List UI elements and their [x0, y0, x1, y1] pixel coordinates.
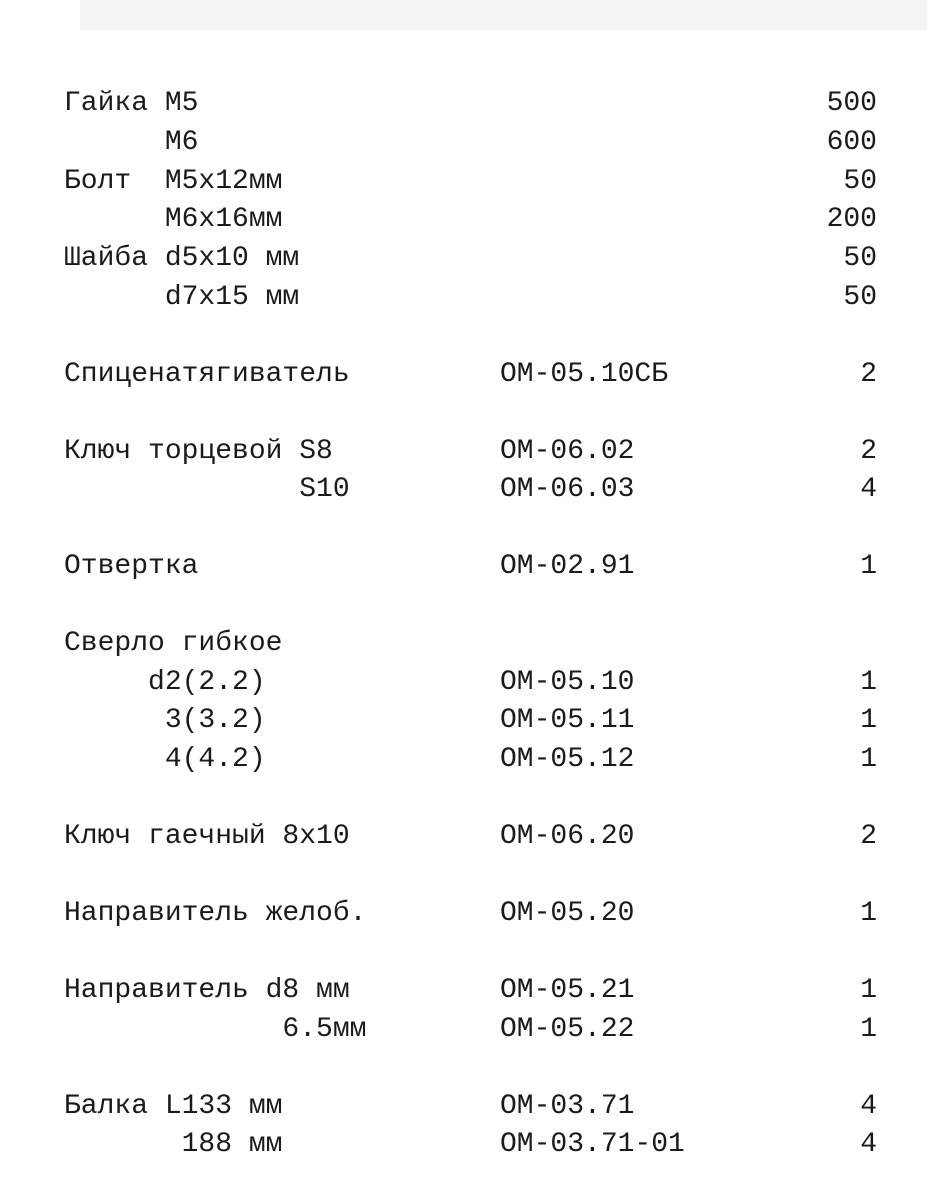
item-quantity: 50 — [843, 243, 877, 274]
item-name: 188 мм — [64, 1129, 283, 1160]
table-row — [0, 701, 927, 741]
item-name: Балка L133 мм — [64, 1091, 283, 1122]
table-row — [0, 817, 927, 857]
item-quantity: 1 — [860, 898, 877, 929]
item-name: 3(3.2) — [64, 705, 266, 736]
item-quantity: 2 — [860, 821, 877, 852]
table-row — [0, 971, 927, 1011]
item-quantity: 500 — [826, 88, 877, 119]
item-quantity: 600 — [826, 127, 877, 158]
item-name: Шайба d5x10 мм — [64, 243, 300, 274]
item-quantity: 1 — [860, 975, 877, 1006]
item-quantity: 50 — [843, 166, 877, 197]
item-name: 6.5мм — [64, 1014, 367, 1045]
item-quantity: 2 — [860, 359, 877, 390]
table-row — [0, 740, 927, 780]
item-name: Спиценатягиватель — [64, 359, 350, 390]
item-code: OM-05.20 — [500, 898, 635, 929]
item-code: OM-05.22 — [500, 1014, 635, 1045]
table-row — [0, 200, 927, 240]
item-code: OM-05.21 — [500, 975, 635, 1006]
table-row — [0, 84, 927, 124]
table-row — [0, 162, 927, 202]
item-quantity: 1 — [860, 705, 877, 736]
item-quantity: 1 — [860, 1014, 877, 1045]
item-code: OM-05.12 — [500, 744, 635, 775]
item-code: OM-03.71-01 — [500, 1129, 685, 1160]
item-name: Болт M5x12мм — [64, 166, 283, 197]
item-quantity: 4 — [860, 1091, 877, 1122]
item-quantity: 4 — [860, 474, 877, 505]
item-name: M6x16мм — [64, 204, 283, 235]
table-row — [0, 547, 927, 587]
table-row — [0, 1087, 927, 1127]
item-quantity: 1 — [860, 667, 877, 698]
table-row — [0, 432, 927, 472]
table-row — [0, 355, 927, 395]
item-code: OM-06.02 — [500, 436, 635, 467]
item-quantity: 1 — [860, 744, 877, 775]
item-quantity: 4 — [860, 1129, 877, 1160]
table-row — [0, 624, 927, 664]
table-row — [0, 278, 927, 318]
item-code: OM-06.20 — [500, 821, 635, 852]
item-name: Гайка M5 — [64, 88, 199, 119]
table-row — [0, 123, 927, 163]
item-code: OM-06.03 — [500, 474, 635, 505]
table-row — [0, 894, 927, 934]
item-code: OM-05.10СБ — [500, 359, 669, 390]
item-name: Направитель d8 мм — [64, 975, 350, 1006]
item-name: d2(2.2) — [64, 667, 266, 698]
item-name: d7x15 мм — [64, 282, 300, 313]
table-row — [0, 470, 927, 510]
item-name: 4(4.2) — [64, 744, 266, 775]
item-code: OM-05.11 — [500, 705, 635, 736]
item-name: S10 — [64, 474, 350, 505]
item-quantity: 1 — [860, 551, 877, 582]
table-row — [0, 1010, 927, 1050]
item-code: OM-02.91 — [500, 551, 635, 582]
item-name: Сверло гибкое — [64, 628, 283, 659]
table-row — [0, 239, 927, 279]
item-code: OM-03.71 — [500, 1091, 635, 1122]
scan-artifact — [80, 0, 927, 30]
item-name: Направитель желоб. — [64, 898, 367, 929]
item-name: M6 — [64, 127, 199, 158]
item-name: Ключ гаечный 8x10 — [64, 821, 350, 852]
table-row — [0, 1125, 927, 1165]
table-row — [0, 663, 927, 703]
item-code: OM-05.10 — [500, 667, 635, 698]
item-quantity: 50 — [843, 282, 877, 313]
item-quantity: 2 — [860, 436, 877, 467]
item-name: Отвертка — [64, 551, 199, 582]
item-name: Ключ торцевой S8 — [64, 436, 333, 467]
item-quantity: 200 — [826, 204, 877, 235]
